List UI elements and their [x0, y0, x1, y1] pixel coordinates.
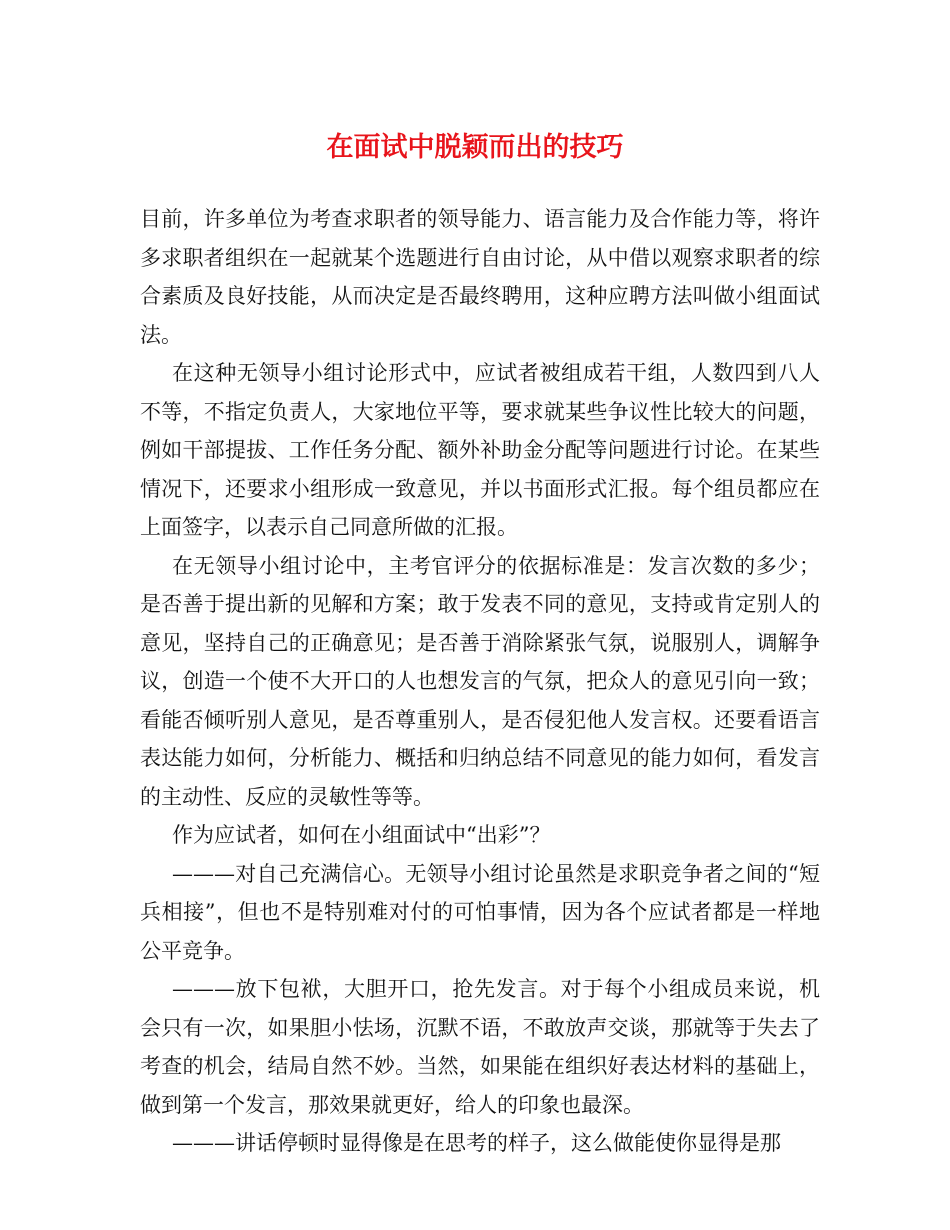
paragraph-tip-pause: ———讲话停顿时显得像是在思考的样子，这么做能使你显得是那 — [172, 1131, 781, 1155]
paragraph-tip-speak-first: ———放下包袱，大胆开口，抢先发言。对于每个小组成员来说，机会只有一次，如果胆小怯场，沉默不语，不敢放声交谈，那就等于失去了考查的机会，结局自然不妙。当然，如果能在组织好表达材料的基础上，做到第一个发言，那效果就更好，给人的印象也最深。 — [140, 977, 820, 1117]
paragraph-question: 作为应试者，如何在小组面试中“出彩”？ — [172, 823, 551, 847]
paragraph-format: 在这种无领导小组讨论形式中，应试者被组成若干组，人数四到八人不等，不指定负责人，大家地位平等，要求就某些争议性比较大的问题，例如干部提拔、工作任务分配、额外补助金分配等问题进行讨论。在某些情况下，还要求小组形成一致意见，并以书面形式汇报。每个组员都应在上面签字，以表示自己同意所做的汇报。 — [140, 361, 820, 539]
paragraph-intro: 目前，许多单位为考查求职者的领导能力、语言能力及合作能力等，将许多求职者组织在一起就某个选题进行自由讨论，从中借以观察求职者的综合素质及良好技能，从而决定是否最终聘用，这种应聘方法叫做小组面试法。 — [140, 207, 820, 347]
document-body — [140, 200, 820, 1163]
document-title: 在面试中脱颖而出的技巧 — [326, 132, 624, 163]
paragraph-tip-confidence: ———对自己充满信心。无领导小组讨论虽然是求职竞争者之间的“短兵相接”，但也不是特别难对付的可怕事情，因为各个应试者都是一样地公平竞争。 — [140, 861, 820, 963]
paragraph-criteria: 在无领导小组讨论中，主考官评分的依据标准是：发言次数的多少；是否善于提出新的见解和方案；敢于发表不同的意见，支持或肯定别人的意见，坚持自己的正确意见；是否善于消除紧张气氛，说服别人，调解争议，创造一个使不大开口的人也想发言的气氛，把众人的意见引向一致；看能否倾听别人意见，是否尊重别人，是否侵犯他人发言权。还要看语言表达能力如何，分析能力、概括和归纳总结不同意见的能力如何，看发言的主动性、反应的灵敏性等等。 — [140, 553, 820, 809]
